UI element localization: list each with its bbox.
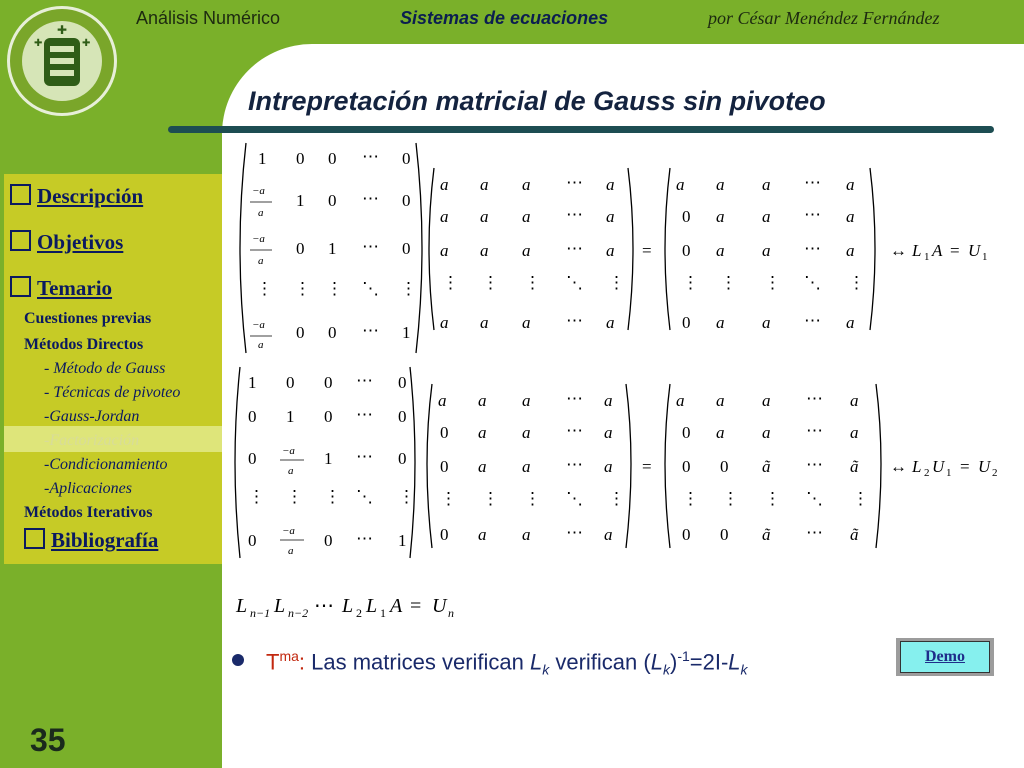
- svg-text:⋯: ⋯: [362, 147, 379, 166]
- svg-text:0: 0: [440, 525, 449, 544]
- svg-text:a: a: [846, 207, 855, 226]
- svg-text:L: L: [274, 595, 286, 617]
- product-equation: [232, 586, 492, 626]
- svg-text:⋮: ⋮: [442, 273, 459, 292]
- menu-item-bibliografia[interactable]: Bibliografía: [24, 528, 158, 553]
- svg-text:a: a: [522, 391, 531, 410]
- menu-item-condicionamiento[interactable]: -Condicionamiento: [44, 456, 168, 473]
- svg-text:✚: ✚: [56, 23, 68, 37]
- menu-item-pivoteo[interactable]: - Técnicas de pivoteo: [44, 384, 181, 401]
- svg-text:U: U: [432, 595, 447, 617]
- svg-text:0: 0: [324, 373, 333, 392]
- checkbox-icon: [10, 184, 31, 205]
- svg-text:a: a: [258, 339, 264, 351]
- svg-text:1: 1: [258, 149, 267, 168]
- svg-text:⋯: ⋯: [566, 205, 583, 224]
- svg-text:a: a: [288, 545, 294, 557]
- svg-text:1: 1: [286, 407, 295, 426]
- svg-text:⋮: ⋮: [764, 273, 781, 292]
- svg-text:⋮: ⋮: [524, 489, 541, 508]
- svg-text:✚: ✚: [82, 38, 91, 49]
- menu-item-aplicaciones[interactable]: -Aplicaciones: [44, 480, 132, 497]
- svg-text:↔: ↔: [890, 457, 907, 476]
- university-crest-icon: [4, 2, 120, 120]
- svg-text:0: 0: [324, 531, 333, 550]
- svg-text:n−2: n−2: [288, 606, 309, 620]
- svg-text:a: a: [440, 175, 449, 194]
- svg-text:⋮: ⋮: [848, 273, 865, 292]
- svg-text:0: 0: [682, 525, 691, 544]
- svg-text:0: 0: [398, 407, 407, 426]
- svg-text:a: a: [846, 175, 855, 194]
- svg-text:a: a: [846, 241, 855, 260]
- svg-text:a: a: [762, 391, 771, 410]
- svg-text:a: a: [522, 207, 531, 226]
- svg-text:⋯: ⋯: [566, 455, 583, 474]
- svg-text:0: 0: [440, 457, 449, 476]
- svg-text:0: 0: [248, 407, 257, 426]
- svg-text:U: U: [968, 241, 981, 260]
- slide-title: Intrepretación matricial de Gauss sin pivoteo: [248, 86, 826, 116]
- svg-text:⋱: ⋱: [804, 273, 821, 292]
- svg-text:a: a: [440, 207, 449, 226]
- svg-text:⋮: ⋮: [608, 489, 625, 508]
- svg-text:0: 0: [296, 149, 305, 168]
- svg-text:0: 0: [328, 191, 337, 210]
- svg-text:1: 1: [380, 606, 386, 620]
- menu-item-objetivos[interactable]: Objetivos: [10, 230, 123, 255]
- svg-text:a: a: [716, 207, 725, 226]
- svg-text:A: A: [932, 241, 943, 260]
- checkbox-icon: [10, 230, 31, 251]
- svg-text:a: a: [606, 313, 615, 332]
- svg-text:ã: ã: [762, 457, 771, 476]
- svg-text:ã: ã: [850, 457, 859, 476]
- svg-text:0: 0: [398, 373, 407, 392]
- title-divider: [168, 126, 994, 133]
- svg-text:⋯: ⋯: [566, 523, 583, 542]
- theorem-bullet: $T^{ma}$: Las matrices verifican $L_k$ verifican $(L_k)^{-1}=2I-L_k$: [232, 648, 748, 678]
- svg-text:⋮: ⋮: [524, 273, 541, 292]
- svg-text:a: a: [478, 525, 487, 544]
- header-bar: [0, 0, 1024, 44]
- svg-text:n: n: [448, 606, 454, 620]
- svg-text:a: a: [440, 241, 449, 260]
- svg-text:=: =: [410, 595, 422, 617]
- svg-text:ã: ã: [850, 525, 859, 544]
- svg-text:⋮: ⋮: [682, 273, 699, 292]
- svg-text:0: 0: [720, 457, 729, 476]
- svg-text:=: =: [642, 457, 652, 476]
- svg-text:⋯: ⋯: [362, 237, 379, 256]
- svg-text:⋮: ⋮: [440, 489, 457, 508]
- svg-text:0: 0: [324, 407, 333, 426]
- svg-text:0: 0: [682, 313, 691, 332]
- topic-title: Sistemas de ecuaciones: [400, 8, 609, 28]
- svg-text:⋯: ⋯: [804, 239, 821, 258]
- svg-text:a: a: [676, 391, 685, 410]
- svg-text:A: A: [390, 595, 403, 617]
- svg-text:⋮: ⋮: [398, 487, 415, 506]
- svg-text:a: a: [850, 391, 859, 410]
- svg-text:=: =: [960, 457, 970, 476]
- svg-text:a: a: [440, 313, 449, 332]
- svg-text:a: a: [480, 207, 489, 226]
- svg-text:⋱: ⋱: [356, 487, 373, 506]
- svg-text:1: 1: [946, 467, 952, 479]
- svg-text:⋱: ⋱: [566, 273, 583, 292]
- svg-text:a: a: [288, 465, 294, 477]
- svg-text:−a: −a: [282, 525, 295, 537]
- svg-text:a: a: [480, 241, 489, 260]
- svg-text:0: 0: [328, 323, 337, 342]
- svg-text:0: 0: [682, 241, 691, 260]
- svg-text:2: 2: [356, 606, 362, 620]
- svg-text:a: a: [258, 207, 264, 219]
- menu-item-cuestiones[interactable]: Cuestiones previas: [24, 310, 152, 327]
- svg-text:⋯: ⋯: [356, 371, 373, 390]
- slide-number: 35: [30, 722, 66, 758]
- demo-button-frame: [896, 638, 994, 676]
- svg-text:a: a: [522, 241, 531, 260]
- svg-text:a: a: [480, 313, 489, 332]
- svg-text:L: L: [236, 595, 248, 617]
- svg-text:a: a: [676, 175, 685, 194]
- svg-text:0: 0: [402, 239, 411, 258]
- svg-text:a: a: [762, 313, 771, 332]
- svg-text:1: 1: [398, 531, 407, 550]
- svg-text:⋯: ⋯: [356, 447, 373, 466]
- svg-text:⋮: ⋮: [482, 273, 499, 292]
- svg-text:a: a: [762, 423, 771, 442]
- bullet-icon: [232, 654, 244, 666]
- svg-text:⋮: ⋮: [608, 273, 625, 292]
- svg-text:a: a: [762, 175, 771, 194]
- svg-text:↔: ↔: [890, 241, 907, 260]
- svg-text:⋯: ⋯: [566, 389, 583, 408]
- svg-text:U: U: [978, 457, 991, 476]
- svg-text:⋯: ⋯: [314, 595, 334, 617]
- svg-text:a: a: [604, 391, 613, 410]
- svg-text:⋯: ⋯: [566, 311, 583, 330]
- svg-text:⋮: ⋮: [294, 279, 311, 298]
- svg-text:0: 0: [720, 525, 729, 544]
- menu-item-metodos-iterativos[interactable]: Métodos Iterativos: [24, 504, 153, 521]
- svg-text:a: a: [480, 175, 489, 194]
- checkbox-icon: [24, 528, 45, 549]
- svg-text:−a: −a: [282, 445, 295, 457]
- svg-text:⋮: ⋮: [248, 487, 265, 506]
- svg-text:⋯: ⋯: [804, 311, 821, 330]
- svg-text:⋱: ⋱: [362, 279, 379, 298]
- svg-text:1: 1: [924, 251, 930, 263]
- menu-item-gauss[interactable]: - Método de Gauss: [44, 360, 166, 377]
- menu-item-metodos-directos[interactable]: Métodos Directos: [24, 336, 144, 353]
- svg-text:a: a: [604, 457, 613, 476]
- svg-text:0: 0: [398, 449, 407, 468]
- svg-text:L: L: [366, 595, 378, 617]
- svg-text:⋯: ⋯: [566, 239, 583, 258]
- svg-text:a: a: [478, 391, 487, 410]
- svg-text:a: a: [716, 423, 725, 442]
- svg-text:0: 0: [682, 457, 691, 476]
- svg-text:2: 2: [924, 467, 930, 479]
- svg-text:a: a: [438, 391, 447, 410]
- svg-text:⋯: ⋯: [356, 529, 373, 548]
- svg-text:⋮: ⋮: [720, 273, 737, 292]
- menu-item-gauss-jordan[interactable]: -Gauss-Jordan: [44, 408, 140, 425]
- svg-text:⋯: ⋯: [806, 523, 823, 542]
- svg-text:a: a: [604, 525, 613, 544]
- svg-text:L: L: [912, 241, 922, 260]
- svg-text:⋯: ⋯: [566, 421, 583, 440]
- svg-text:1: 1: [296, 191, 305, 210]
- svg-text:0: 0: [328, 149, 337, 168]
- svg-text:L: L: [912, 457, 922, 476]
- svg-text:⋯: ⋯: [806, 389, 823, 408]
- svg-text:1: 1: [982, 251, 988, 263]
- svg-text:⋯: ⋯: [566, 173, 583, 192]
- demo-button[interactable]: Demo: [900, 641, 990, 673]
- svg-text:⋮: ⋮: [682, 489, 699, 508]
- svg-text:n−1: n−1: [250, 606, 271, 620]
- checkbox-icon: [10, 276, 31, 297]
- svg-text:a: a: [606, 207, 615, 226]
- svg-text:ã: ã: [762, 525, 771, 544]
- svg-text:0: 0: [402, 149, 411, 168]
- svg-text:a: a: [522, 457, 531, 476]
- svg-text:1: 1: [328, 239, 337, 258]
- svg-text:a: a: [522, 525, 531, 544]
- menu-item-descripcion[interactable]: Descripción: [10, 184, 143, 209]
- svg-text:⋱: ⋱: [566, 489, 583, 508]
- svg-text:⋯: ⋯: [362, 321, 379, 340]
- svg-text:0: 0: [440, 423, 449, 442]
- svg-text:a: a: [716, 175, 725, 194]
- svg-text:⋯: ⋯: [806, 421, 823, 440]
- svg-text:−a: −a: [252, 185, 265, 197]
- equation-l2-u1-u2: [230, 362, 1020, 562]
- svg-text:⋱: ⋱: [806, 489, 823, 508]
- svg-text:U: U: [932, 457, 945, 476]
- svg-text:a: a: [716, 241, 725, 260]
- svg-text:⋮: ⋮: [286, 487, 303, 506]
- svg-text:=: =: [950, 241, 960, 260]
- svg-text:2: 2: [992, 467, 998, 479]
- svg-text:a: a: [604, 423, 613, 442]
- svg-text:a: a: [762, 207, 771, 226]
- svg-text:0: 0: [248, 449, 257, 468]
- svg-text:0: 0: [682, 423, 691, 442]
- svg-text:⋮: ⋮: [852, 489, 869, 508]
- svg-text:⋮: ⋮: [326, 279, 343, 298]
- svg-text:1: 1: [248, 373, 257, 392]
- svg-text:⋯: ⋯: [804, 173, 821, 192]
- svg-text:a: a: [762, 241, 771, 260]
- svg-text:⋯: ⋯: [804, 205, 821, 224]
- svg-text:0: 0: [296, 239, 305, 258]
- svg-text:−a: −a: [252, 233, 265, 245]
- author-name: por César Menéndez Fernández: [708, 8, 940, 28]
- svg-text:a: a: [850, 423, 859, 442]
- svg-text:a: a: [716, 313, 725, 332]
- svg-text:a: a: [478, 423, 487, 442]
- svg-text:⋮: ⋮: [482, 489, 499, 508]
- svg-text:a: a: [522, 313, 531, 332]
- svg-text:a: a: [522, 175, 531, 194]
- svg-text:a: a: [522, 423, 531, 442]
- svg-text:L: L: [342, 595, 354, 617]
- svg-text:⋮: ⋮: [324, 487, 341, 506]
- svg-text:⋮: ⋮: [400, 279, 417, 298]
- equation-l1-a-u1: [230, 138, 1010, 358]
- svg-text:0: 0: [682, 207, 691, 226]
- svg-text:a: a: [716, 391, 725, 410]
- svg-text:a: a: [258, 255, 264, 267]
- course-title: Análisis Numérico: [136, 8, 281, 28]
- navigation-menu: [4, 174, 222, 564]
- svg-text:−a: −a: [252, 319, 265, 331]
- svg-text:a: a: [846, 313, 855, 332]
- svg-text:1: 1: [324, 449, 333, 468]
- svg-text:=: =: [642, 241, 652, 260]
- svg-text:0: 0: [296, 323, 305, 342]
- svg-text:1: 1: [402, 323, 411, 342]
- svg-text:a: a: [478, 457, 487, 476]
- svg-text:⋮: ⋮: [722, 489, 739, 508]
- svg-text:0: 0: [402, 191, 411, 210]
- svg-text:a: a: [606, 241, 615, 260]
- svg-text:⋮: ⋮: [256, 279, 273, 298]
- svg-text:✚: ✚: [34, 38, 43, 49]
- svg-text:⋮: ⋮: [764, 489, 781, 508]
- svg-text:a: a: [606, 175, 615, 194]
- svg-text:⋯: ⋯: [806, 455, 823, 474]
- svg-text:0: 0: [286, 373, 295, 392]
- svg-text:⋯: ⋯: [356, 405, 373, 424]
- menu-item-temario[interactable]: Temario: [10, 276, 112, 301]
- svg-text:0: 0: [248, 531, 257, 550]
- menu-item-factorizacion[interactable]: -Factorización: [44, 432, 140, 449]
- svg-text:⋯: ⋯: [362, 189, 379, 208]
